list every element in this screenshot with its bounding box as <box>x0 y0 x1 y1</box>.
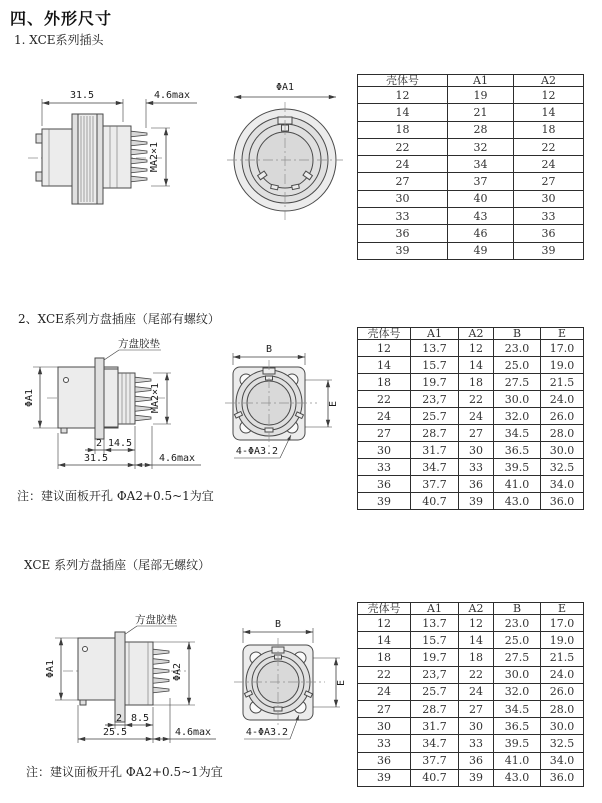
table-cell: 26.0 <box>541 683 584 700</box>
table-cell: 12 <box>358 340 411 357</box>
table-cell: 24 <box>358 408 411 425</box>
table-row <box>358 138 584 155</box>
table-cell: 18 <box>459 374 494 391</box>
dim-body-dia-label: ΦA1 <box>24 388 35 408</box>
table-row <box>358 156 584 173</box>
table-cell: 12 <box>514 87 584 104</box>
table-cell: 22 <box>514 138 584 155</box>
table-cell: 36.0 <box>541 493 584 510</box>
table-cell: 30.0 <box>494 391 541 408</box>
table-cell: 22 <box>358 138 448 155</box>
table-cell: 24 <box>358 683 411 700</box>
table-cell: 27 <box>358 173 448 190</box>
table-cell: 18 <box>514 121 584 138</box>
dim-total-length-label: 25.5 <box>102 727 128 738</box>
table-cell: 17.0 <box>541 340 584 357</box>
table-cell: 30.0 <box>494 666 541 683</box>
table-cell: 14 <box>358 357 411 374</box>
table-cell: 14 <box>459 357 494 374</box>
receptacle-flange-front-view-drawing-2 <box>228 618 363 758</box>
column-header: B <box>494 603 541 615</box>
table-row <box>358 104 584 121</box>
table-cell: 33 <box>358 208 448 225</box>
dim-thread-label: MA2×1 <box>149 141 160 173</box>
dim-tail-label: 4.6max <box>158 453 196 464</box>
table-cell: 12 <box>459 615 494 632</box>
receptacle-unthreaded-side-view-drawing <box>15 612 220 752</box>
table-cell: 12 <box>358 615 411 632</box>
table-cell: 36 <box>358 752 411 769</box>
table-row <box>358 649 584 666</box>
table-cell: 36.5 <box>494 442 541 459</box>
column-header: B <box>494 328 541 340</box>
receptacle-flange-front-view-drawing <box>222 342 357 477</box>
gasket-label: 方盘胶垫 <box>135 614 177 626</box>
dim-tail-label: 4.6max <box>174 727 212 738</box>
column-header: A2 <box>459 603 494 615</box>
table-cell: 34.7 <box>411 459 459 476</box>
table-cell: 39 <box>514 242 584 259</box>
column-header: 壳体号 <box>358 75 448 87</box>
table-cell: 19 <box>448 87 514 104</box>
table-row <box>358 87 584 104</box>
gasket-label: 方盘胶垫 <box>118 338 160 350</box>
table-cell: 27 <box>459 425 494 442</box>
table-cell: 22 <box>459 391 494 408</box>
column-header: A1 <box>448 75 514 87</box>
table-cell: 43.0 <box>494 493 541 510</box>
table-cell: 40.7 <box>411 493 459 510</box>
section3-note: 注：建议面板开孔 ΦA2+0.5~1为宜 <box>26 765 223 779</box>
table-cell: 22 <box>358 391 411 408</box>
table-cell: 27 <box>358 425 411 442</box>
column-header: 壳体号 <box>358 603 411 615</box>
contact-pins <box>135 377 151 421</box>
table-row <box>358 340 584 357</box>
dim-thread-label: MA2×1 <box>150 382 161 414</box>
table-cell: 30 <box>514 190 584 207</box>
table-cell: 23.0 <box>494 340 541 357</box>
table-cell: 25.0 <box>494 632 541 649</box>
table-cell: 39 <box>358 242 448 259</box>
table-cell: 15.7 <box>411 632 459 649</box>
table-cell: 27.5 <box>494 374 541 391</box>
table-cell: 14 <box>358 104 448 121</box>
table-cell: 23.0 <box>494 615 541 632</box>
table-cell: 21 <box>448 104 514 121</box>
table-cell: 28.7 <box>411 425 459 442</box>
dim-mid-length-label: 8.5 <box>130 713 150 724</box>
table-cell: 27 <box>358 700 411 717</box>
table-cell: 36 <box>514 225 584 242</box>
table-cell: 28.7 <box>411 700 459 717</box>
table-cell: 39 <box>459 769 494 786</box>
table-cell: 19.0 <box>541 357 584 374</box>
table-cell: 14 <box>514 104 584 121</box>
table-cell: 14 <box>459 632 494 649</box>
table-cell: 18 <box>459 649 494 666</box>
table-cell: 33 <box>514 208 584 225</box>
column-header: 壳体号 <box>358 328 411 340</box>
mounting-holes-label: 4-ΦA3.2 <box>245 727 289 738</box>
dim-hole-spacing-label: E <box>336 679 347 687</box>
table-cell: 25.7 <box>411 408 459 425</box>
table-cell: 13.7 <box>411 615 459 632</box>
table-cell: 24.0 <box>541 391 584 408</box>
mounting-holes-label: 4-ΦA3.2 <box>235 446 279 457</box>
table-cell: 27 <box>514 173 584 190</box>
table-cell: 12 <box>358 87 448 104</box>
receptacle-threaded-side-view-drawing <box>15 332 215 480</box>
table-row <box>358 121 584 138</box>
dim-total-length-label: 31.5 <box>83 453 109 464</box>
table-cell: 19.0 <box>541 632 584 649</box>
table-cell: 30.0 <box>541 718 584 735</box>
table-row <box>358 208 584 225</box>
column-header: A2 <box>514 75 584 87</box>
dim-flange-width-label: B <box>265 344 273 355</box>
table-cell: 34.5 <box>494 700 541 717</box>
table-row <box>358 190 584 207</box>
table-cell: 14 <box>358 632 411 649</box>
table-cell: 19.7 <box>411 374 459 391</box>
contact-pins <box>153 649 169 693</box>
table-cell: 49 <box>448 242 514 259</box>
table-cell: 21.5 <box>541 649 584 666</box>
table-header-row <box>358 603 584 615</box>
table-row <box>358 735 584 752</box>
table-cell: 18 <box>358 374 411 391</box>
table-row <box>358 769 584 786</box>
table-cell: 32 <box>448 138 514 155</box>
table-cell: 36.5 <box>494 718 541 735</box>
column-header: A1 <box>411 603 459 615</box>
dim-hole-spacing-label: E <box>328 400 339 408</box>
dim-tail-dia-label: ΦA2 <box>172 662 183 682</box>
table-cell: 36 <box>358 476 411 493</box>
table-cell: 39.5 <box>494 459 541 476</box>
table-cell: 18 <box>358 121 448 138</box>
table-cell: 34 <box>448 156 514 173</box>
table-row <box>358 242 584 259</box>
section1-heading: 1. XCE系列插头 <box>14 33 104 47</box>
page-title: 四、外形尺寸 <box>10 9 113 28</box>
contact-pins <box>131 131 147 182</box>
table-cell: 36 <box>459 752 494 769</box>
dim-body-dia-label: ΦA1 <box>45 659 56 679</box>
table-cell: 30 <box>358 442 411 459</box>
table-row <box>358 700 584 717</box>
table-cell: 36.0 <box>541 769 584 786</box>
table-cell: 43 <box>448 208 514 225</box>
table-row <box>358 666 584 683</box>
table-cell: 30.0 <box>541 442 584 459</box>
table-cell: 39 <box>358 493 411 510</box>
table-header-row <box>358 75 584 87</box>
table-cell: 41.0 <box>494 752 541 769</box>
column-header: E <box>541 603 584 615</box>
dim-flange-thickness-label: 2 <box>95 438 103 449</box>
table-cell: 13.7 <box>411 340 459 357</box>
table-cell: 30 <box>358 190 448 207</box>
table-cell: 19.7 <box>411 649 459 666</box>
table-row <box>358 357 584 374</box>
table-cell: 33 <box>459 735 494 752</box>
table-cell: 32.5 <box>541 735 584 752</box>
table-row <box>358 391 584 408</box>
table-row <box>358 718 584 735</box>
table-row <box>358 493 584 510</box>
table-cell: 32.0 <box>494 408 541 425</box>
table-row <box>358 374 584 391</box>
dim-flange-thickness-label: 2 <box>115 713 123 724</box>
table-cell: 30 <box>358 718 411 735</box>
table-cell: 24 <box>459 683 494 700</box>
table-cell: 23,7 <box>411 666 459 683</box>
table-cell: 15.7 <box>411 357 459 374</box>
table-cell: 30 <box>459 442 494 459</box>
table-row <box>358 225 584 242</box>
threaded-receptacle-dimension-table <box>357 327 584 510</box>
table-row <box>358 615 584 632</box>
table-row <box>358 173 584 190</box>
table-cell: 34.7 <box>411 735 459 752</box>
table-row <box>358 683 584 700</box>
table-cell: 37 <box>448 173 514 190</box>
dim-thread-length-label: 14.5 <box>107 438 133 449</box>
table-cell: 36 <box>358 225 448 242</box>
table-cell: 37.7 <box>411 752 459 769</box>
table-cell: 34.0 <box>541 752 584 769</box>
table-cell: 33 <box>459 459 494 476</box>
table-cell: 18 <box>358 649 411 666</box>
table-row <box>358 632 584 649</box>
table-row <box>358 408 584 425</box>
table-cell: 39 <box>459 493 494 510</box>
section3-heading: XCE 系列方盘插座（尾部无螺纹） <box>24 558 211 572</box>
table-cell: 36 <box>459 476 494 493</box>
table-cell: 32.0 <box>494 683 541 700</box>
section2-note: 注：建议面板开孔 ΦA2+0.5~1为宜 <box>17 489 214 503</box>
table-row <box>358 442 584 459</box>
plug-dimension-table <box>357 74 584 260</box>
dim-front-dia-label: ΦA1 <box>275 82 295 93</box>
table-cell: 39 <box>358 769 411 786</box>
unthreaded-receptacle-dimension-table <box>357 602 584 787</box>
table-cell: 33 <box>358 459 411 476</box>
table-cell: 34.5 <box>494 425 541 442</box>
table-cell: 22 <box>358 666 411 683</box>
table-cell: 32.5 <box>541 459 584 476</box>
table-row <box>358 476 584 493</box>
table-cell: 12 <box>459 340 494 357</box>
column-header: E <box>541 328 584 340</box>
table-row <box>358 752 584 769</box>
table-cell: 28.0 <box>541 700 584 717</box>
table-cell: 24 <box>459 408 494 425</box>
table-cell: 27 <box>459 700 494 717</box>
table-cell: 27.5 <box>494 649 541 666</box>
table-cell: 23,7 <box>411 391 459 408</box>
table-row <box>358 425 584 442</box>
table-cell: 26.0 <box>541 408 584 425</box>
table-cell: 46 <box>448 225 514 242</box>
table-cell: 33 <box>358 735 411 752</box>
dim-tail-label: 4.6max <box>153 90 191 101</box>
table-header-row <box>358 328 584 340</box>
table-cell: 30 <box>459 718 494 735</box>
table-cell: 24.0 <box>541 666 584 683</box>
plug-side-view-drawing <box>20 76 210 226</box>
section2-heading: 2、XCE系列方盘插座（尾部有螺纹） <box>18 312 220 326</box>
table-cell: 40 <box>448 190 514 207</box>
column-header: A2 <box>459 328 494 340</box>
table-cell: 21.5 <box>541 374 584 391</box>
table-cell: 25.7 <box>411 683 459 700</box>
table-cell: 43.0 <box>494 769 541 786</box>
table-cell: 28.0 <box>541 425 584 442</box>
table-cell: 37.7 <box>411 476 459 493</box>
table-cell: 40.7 <box>411 769 459 786</box>
plug-front-view-drawing <box>225 76 350 228</box>
table-cell: 24 <box>514 156 584 173</box>
table-cell: 39.5 <box>494 735 541 752</box>
table-cell: 31.7 <box>411 442 459 459</box>
table-cell: 31.7 <box>411 718 459 735</box>
column-header: A1 <box>411 328 459 340</box>
table-cell: 28 <box>448 121 514 138</box>
table-row <box>358 459 584 476</box>
dim-flange-width-label: B <box>274 619 282 630</box>
table-cell: 24 <box>358 156 448 173</box>
table-cell: 22 <box>459 666 494 683</box>
table-cell: 25.0 <box>494 357 541 374</box>
table-cell: 41.0 <box>494 476 541 493</box>
table-cell: 17.0 <box>541 615 584 632</box>
dim-length-label: 31.5 <box>69 90 95 101</box>
table-cell: 34.0 <box>541 476 584 493</box>
